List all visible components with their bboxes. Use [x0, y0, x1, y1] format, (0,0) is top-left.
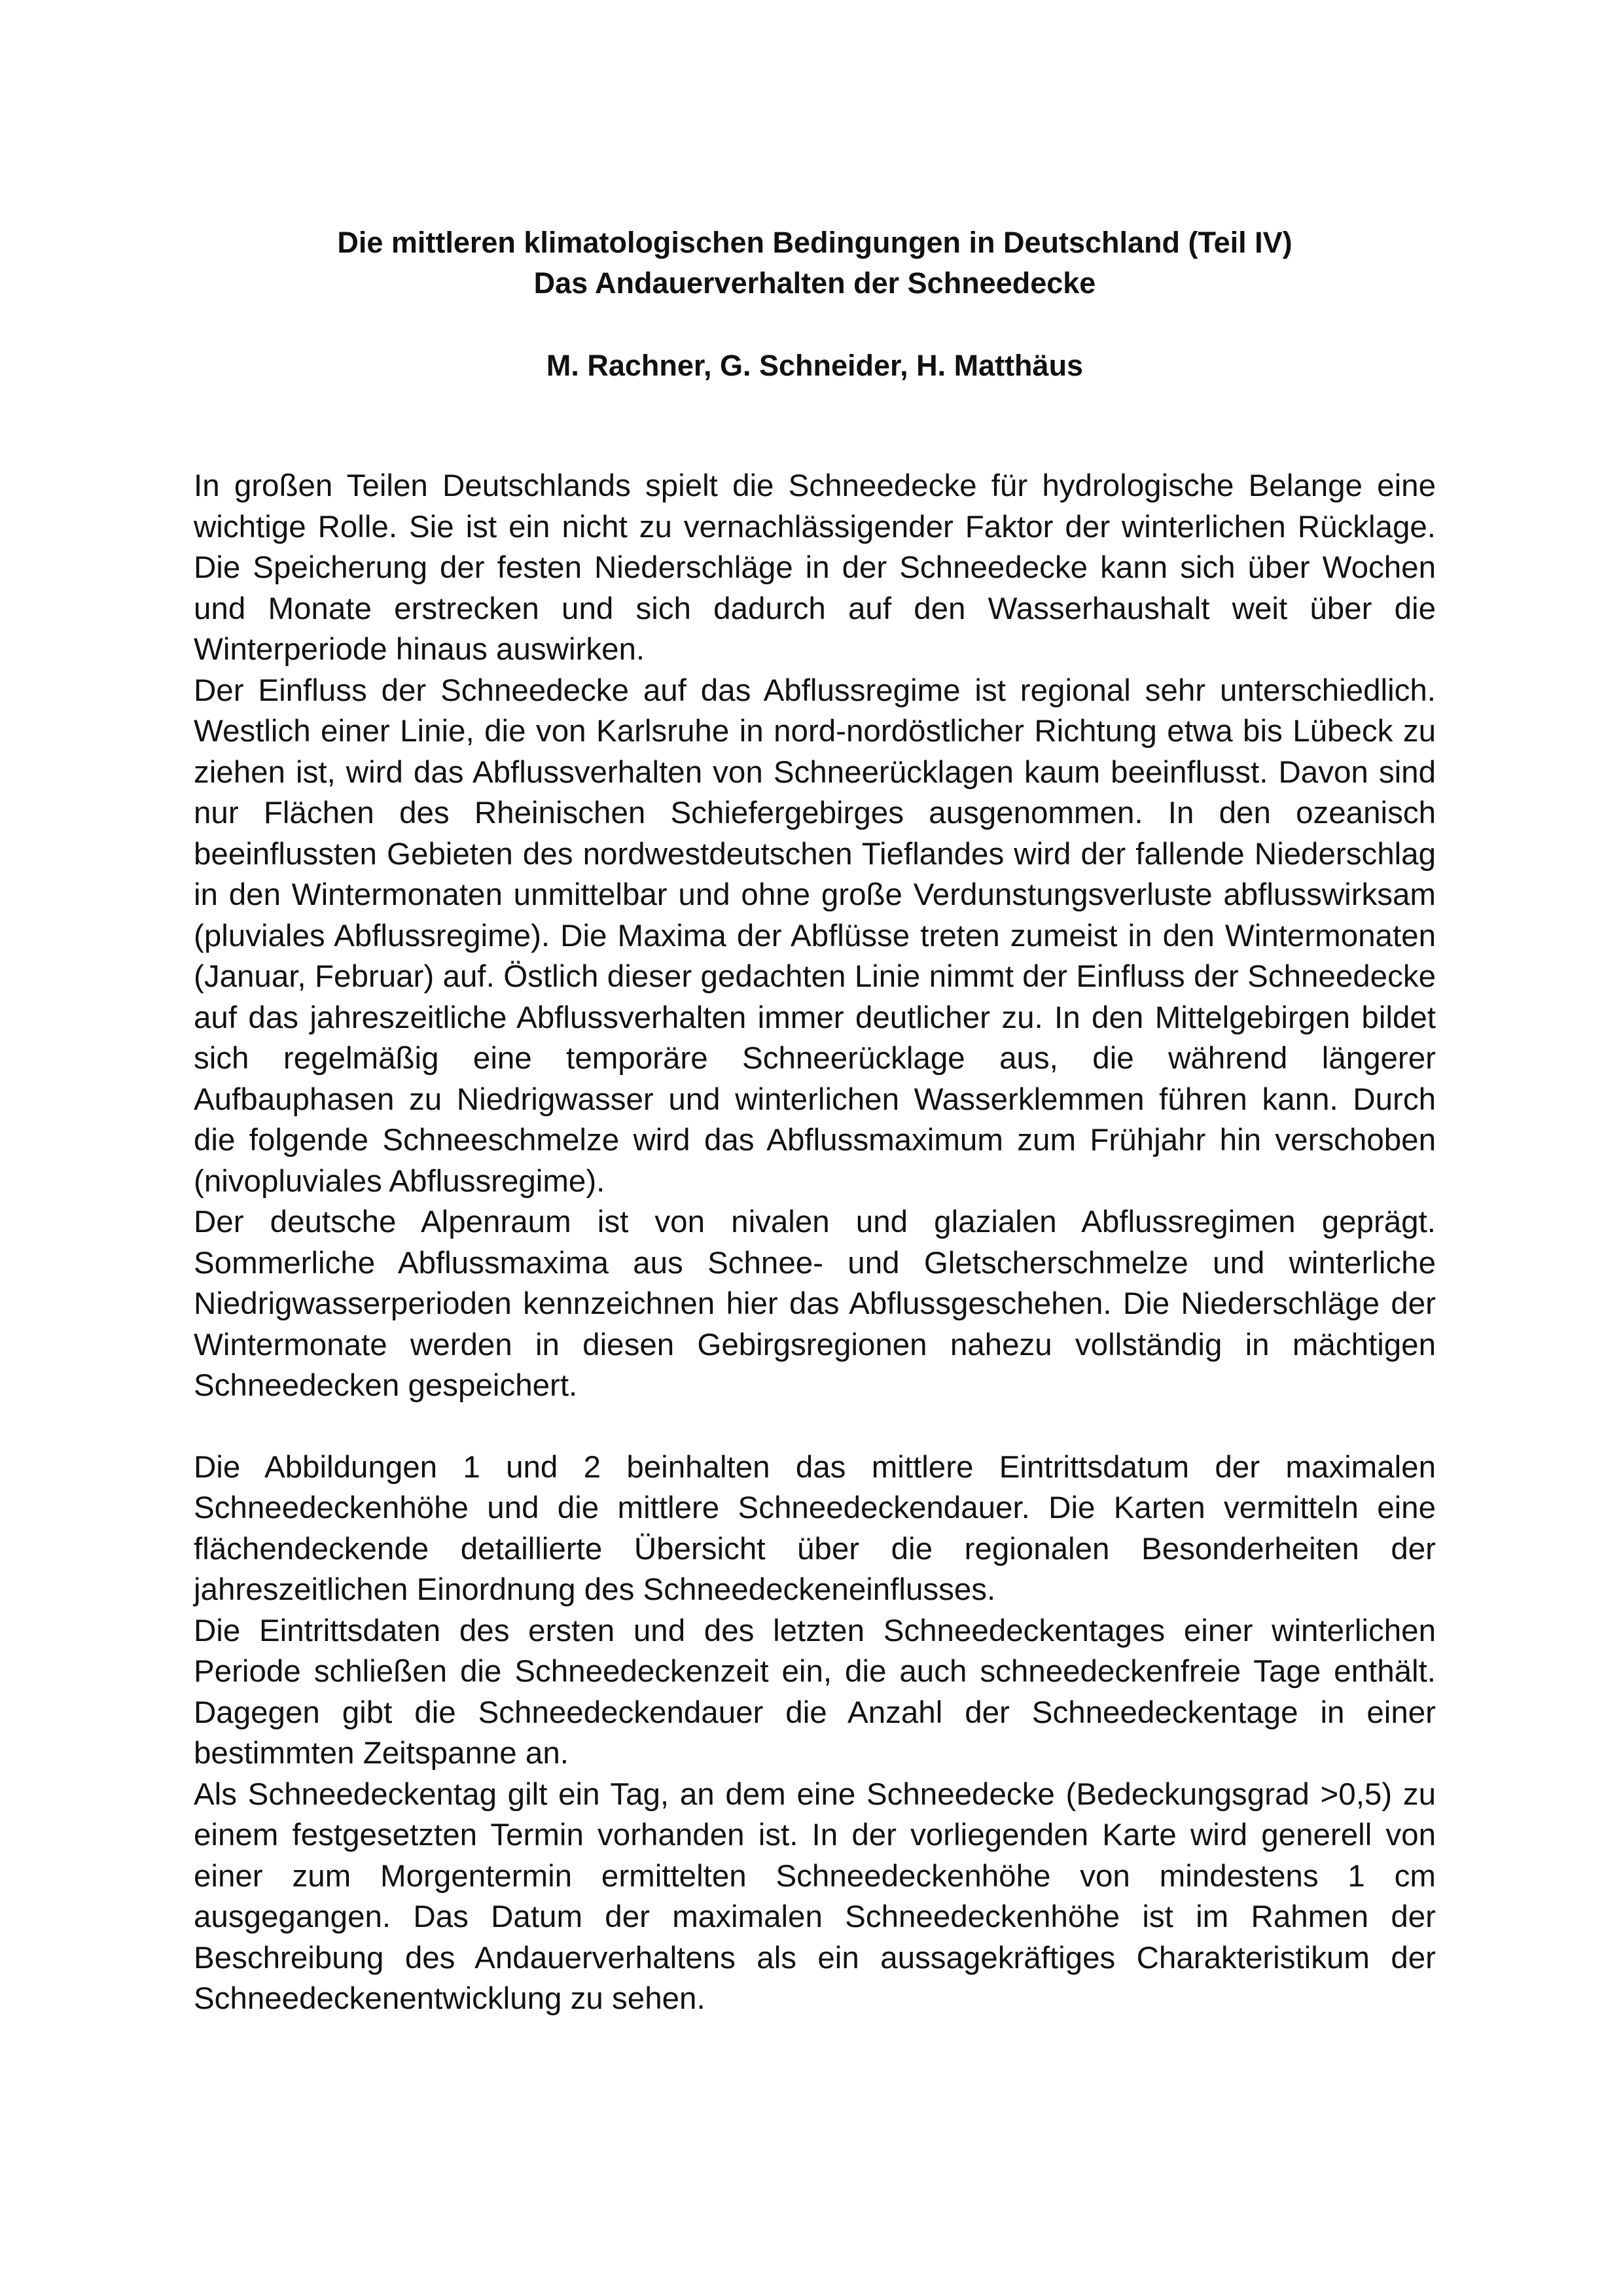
section-spacer [194, 1407, 1436, 1447]
document-page [194, 222, 1436, 2020]
title-line-1: Die mittleren klimatologischen Bedingungen in Deutschland (Teil IV) [337, 226, 1293, 259]
paragraph-snow-day-definition: Als Schneedeckentag gilt ein Tag, an dem eine Schneedecke (Bedeckungsgrad >0,5) zu einem festgesetzten Termin vorhanden ist. In der vorliegenden Karte wird generell von einer zum Morgentermin ermittelten Schneedeckenhöhe von mindestens 1 cm ausgegangen. Das Datum der maximalen Schneedeckenhöhe ist im Rahmen der Beschreibung des Andauerverhaltens als ein aussagekräftiges Charakteristikum der Schneedeckenentwicklung zu sehen. [194, 1776, 1436, 2016]
title-line-2: Das Andauerverhalten der Schneedecke [533, 266, 1096, 300]
paragraph-snow-period: Die Eintrittsdaten des ersten und des letzten Schneedeckentages einer winterlichen Periode schließen die Schneedeckenzeit ein, die auch schneedeckenfreie Tage enthält. Dagegen gibt die Schneedeckendauer die Anzahl der Schneedeckentage in einer bestimmten Zeitspanne an. [194, 1613, 1436, 1771]
paragraph-runoff-regime: Der Einfluss der Schneedecke auf das Abflussregime ist regional sehr unterschiedlich. Westlich einer Linie, die von Karlsruhe in nord-nordöstlicher Richtung etwa bis Lübeck zu ziehen ist, wird das Abflussverhalten von Schneerücklagen kaum beeinflusst. Davon sind nur Flächen des Rheinischen Schiefergebirges ausgenommen. In den ozeanisch beeinflussten Gebieten des nordwestdeutschen Tieflandes wird der fallende Niederschlag in den Wintermonaten unmittelbar und ohne große Verdunstungsverluste abflusswirksam (pluviales Abflussregime). Die Maxima der Abflüsse treten zumeist in den Wintermonaten (Januar, Februar) auf. Östlich dieser gedachten Linie nimmt der Einfluss der Schneedecke auf das jahreszeitliche Abflussverhalten immer deutlicher zu. In den Mittelgebirgen bildet sich regelmäßig eine temporäre Schneerücklage aus, die während längerer Aufbauphasen zu Niedrigwasser und winterlichen Wasserklemmen führen kann. Durch die folgende Schneeschmelze wird das Abflussmaximum zum Frühjahr hin verschoben (nivopluviales Abflussregime). [194, 673, 1436, 1199]
author-list: M. Rachner, G. Schneider, H. Matthäus [546, 349, 1084, 382]
paragraph-alpine-region: Der deutsche Alpenraum ist von nivalen und glazialen Abflussregimen geprägt. Sommerliche Abflussmaxima aus Schnee- und Gletscherschmelze und winterliche Niedrigwasserperioden kennzeichnen hier das Abflussgeschehen. Die Niederschläge der Wintermonate werden in diesen Gebirgsregionen nahezu vollständig in mächtigen Schneedecken gespeichert. [194, 1205, 1436, 1403]
paragraph-snow-hydrology: In großen Teilen Deutschlands spielt die Schneedecke für hydrologische Belange eine wichtige Rolle. Sie ist ein nicht zu vernachlässigender Faktor der winterlichen Rücklage. Die Speicherung der festen Niederschläge in der Schneedecke kann sich über Wochen und Monate erstrecken und sich dadurch auf den Wasserhaushalt weit über die Winterperiode hinaus auswirken. [194, 468, 1436, 667]
paragraph-figures-overview: Die Abbildungen 1 und 2 beinhalten das mittlere Eintrittsdatum der maximalen Schneedeckenhöhe und die mittlere Schneedeckendauer. Die Karten vermitteln eine flächendeckende detaillierte Übersicht über die regionalen Besonderheiten der jahreszeitlichen Einordnung des Schneedeckeneinflusses. [194, 1449, 1436, 1607]
document-body [194, 466, 1436, 2020]
document-title [194, 222, 1436, 304]
